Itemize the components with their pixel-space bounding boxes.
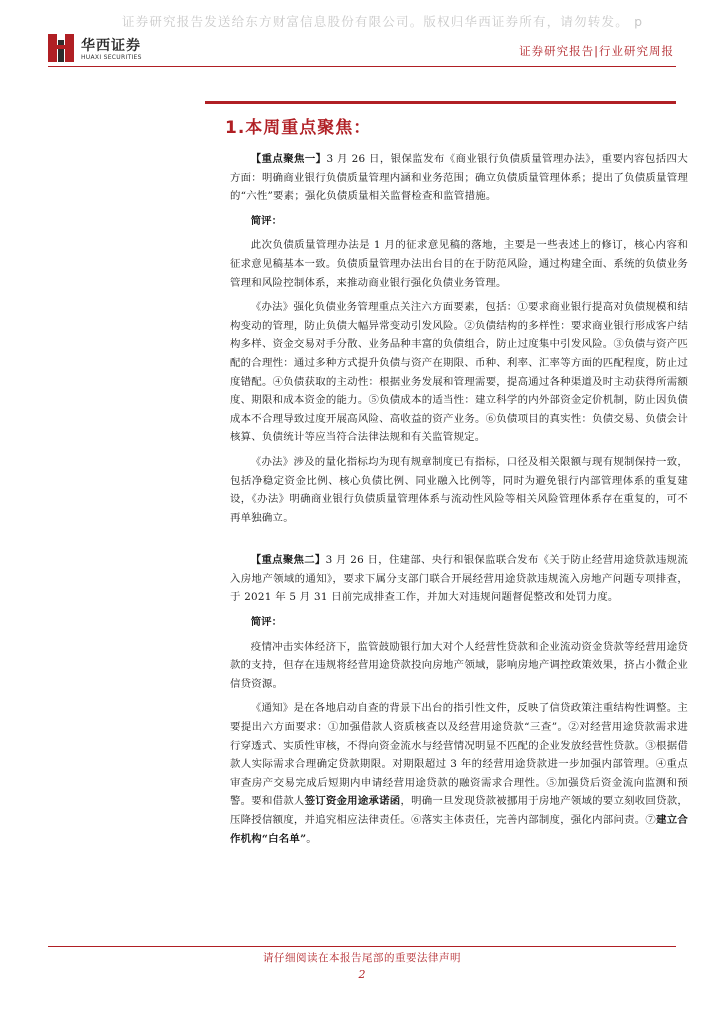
focus2-comment-label: 简评：	[250, 616, 282, 629]
focus2-intro-text: 3 月 26 日，住建部、央行和银保监联合发布《关于防止经营用途贷款违规流入房地产领域的通知》，要求下属分支部门联合开展经营用途贷款违规流入房地产问题专项排查，于 2021 年 5 月 31 日前完成排查工作，并加大对违规问题督促整改和处罚力度。	[230, 554, 688, 604]
legal-notice: 请仔细阅读在本报告尾部的重要法律声明	[263, 952, 461, 964]
footer-divider	[48, 946, 676, 947]
focus2-paragraph-1: 疫情冲击实体经济下，监管鼓励银行加大对个人经营性贷款和企业流动资金贷款等经营用途贷款的支持，但存在违规将经营用途贷款投向房地产领域，影响房地产调控政策效果，挤占小微企业信贷资源。	[230, 640, 688, 690]
huaxi-logo-icon	[48, 34, 74, 62]
focus2-p2-text-a: 《通知》是在各地启动自查的背景下出台的指引性文件，反映了信贷政策注重结构性调整。主要提出六方面要求：①加强借款人资质核查以及经营用途贷款“三查”。②对经营用途贷款需求进行穿透式、实质性审核，不得向资金流水与经营情况明显不匹配的企业发放经营性贷款。③根据借款人实际需求合理确定贷款期限。对期限超过 3 年的经营用途贷款进一步加强内部管理。④重点审查房产交易完成后短期内申请经营用途贷款的融资需求合理性。⑤加强贷后资金流向监测和预警。要和借款人	[230, 702, 688, 808]
focus2-p2-bold-commitment: 签订资金用途承诺函	[304, 795, 401, 808]
report-type-label: 证券研究报告|行业研究周报	[519, 44, 674, 58]
section-title-bar	[205, 101, 676, 104]
focus1-paragraph-2: 《办法》强化负债业务管理重点关注六方面要素，包括：①要求商业银行提高对负债规模和结构变动的管理，防止负债大幅异常变动引发风险。②负债结构的多样性：要求商业银行形成客户结构多样、资金交易对手分散、业务品种丰富的负债组合，防止过度集中引发风险。③负债与资产匹配的合理性：通过多种方式提升负债与资产在期限、币种、利率、汇率等方面的匹配程度，防止过度错配。④负债获取的主动性：根据业务发展和管理需要，提高通过各种渠道及时主动获得所需额度、期限和成本资金的能力。⑤负债成本的适当性：建立科学的内外部资金定价机制，防止因负债成本不合理导致过度开展高风险、高收益的资产业务。⑥负债项目的真实性：负债交易、负债会计核算、负债统计等应当符合法律法规和有关监管规定。	[230, 301, 688, 444]
logo-chinese-name: 华西证券	[81, 38, 141, 54]
focus2-intro	[230, 551, 688, 607]
focus2-tag: 【重点聚焦二】	[250, 554, 326, 567]
focus1-comment-label: 简评：	[250, 214, 282, 227]
main-content	[230, 150, 688, 848]
focus2-paragraph-2	[230, 699, 688, 848]
focus2-p2-text-c: ，明确一旦发现贷款被挪用于房地产领域的要立刻收回贷款，压降授信额度，并追究相应法律责任。⑥落实主体责任，完善内部制度，强化内部问责。⑦	[230, 795, 689, 826]
header-divider	[48, 66, 676, 67]
page-number: 2	[358, 968, 366, 981]
focus1-intro-text: 3 月 26 日，银保监发布《商业银行负债质量管理办法》，重要内容包括四大方面：明确商业银行负债质量管理内涵和业务范围；确立负债质量管理体系；提出了负债质量管理的“六性”要素；强化负债质量相关监督检查和监管措施。	[230, 153, 689, 203]
section-title: 1.本周重点聚焦：	[225, 118, 372, 138]
focus1-paragraph-1: 此次负债质量管理办法是 1 月的征求意见稿的落地，主要是一些表述上的修订，核心内容和征求意见稿基本一致。负债质量管理办法出台目的在于防范风险，通过构建全面、系统的负债业务管理和风险控制体系，来推动商业银行强化负债业务管理。	[230, 239, 688, 289]
watermark: 证券研究报告发送给东方财富信息股份有限公司。版权归华西证券所有，请勿转发。 p	[122, 14, 644, 29]
focus2-p2-text-e: 。	[306, 832, 317, 845]
company-logo	[48, 34, 158, 64]
focus1-tag: 【重点聚焦一】	[250, 153, 327, 165]
logo-english-name: HUAXI SECURITIES	[81, 54, 142, 61]
focus1-intro	[230, 150, 688, 206]
focus2-p2-bold-whitelist: 建立合作机构“白名单”	[230, 814, 689, 845]
focus1-paragraph-3: 《办法》涉及的量化指标均为现有规章制度已有指标，口径及相关限额与现有规制保持一致，包括净稳定资金比例、核心负债比例、同业融入比例等，同时为避免银行内部管理体系的重复建设，《办法》明确商业银行负债质量管理体系与流动性风险等相关风险管理体系存在重复的，可不再单独确立。	[230, 455, 688, 524]
